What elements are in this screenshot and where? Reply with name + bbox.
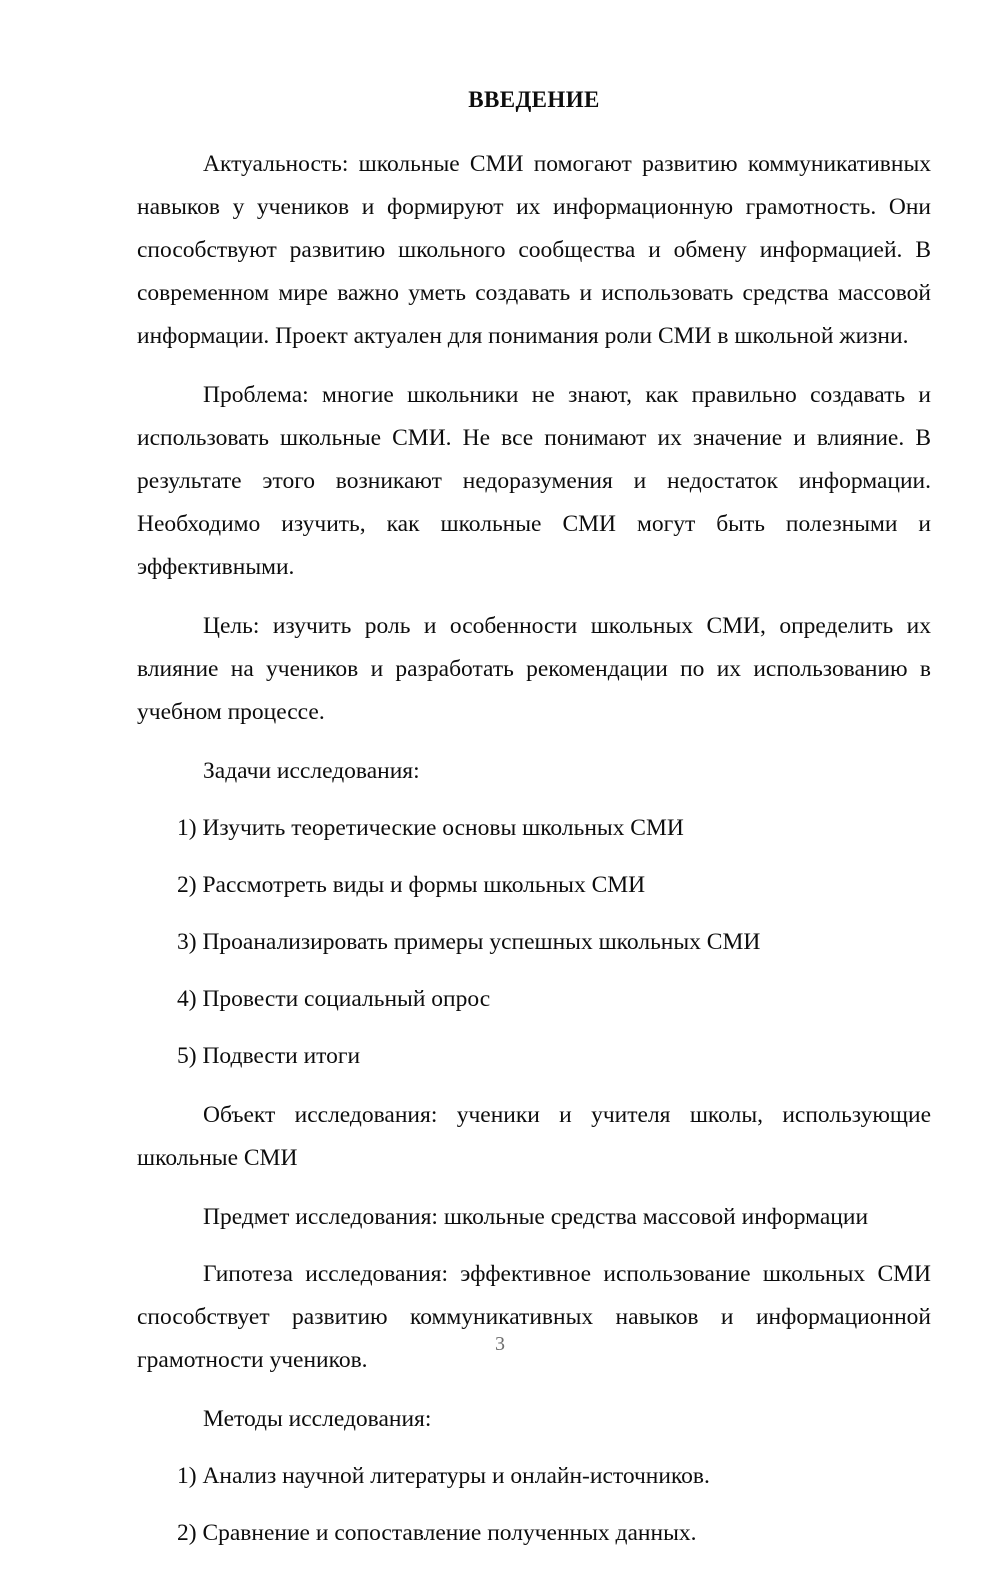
list-item: 4) Провести социальный опрос (177, 985, 491, 1012)
methods-list (137, 1455, 931, 1555)
paragraph-hypothesis: Гипотеза исследования: эффективное использование школьных СМИ способствует развитию коммуникативных навыков и информационной грамотности учеников. (137, 1260, 931, 1373)
paragraph-subject: Предмет исследования: школьные средства массовой информации (203, 1203, 869, 1230)
heading-methods: Методы исследования: (203, 1405, 432, 1432)
list-item: 1) Анализ научной литературы и онлайн-источников. (177, 1462, 710, 1489)
list-item: 2) Сравнение и сопоставление полученных данных. (177, 1519, 697, 1546)
paragraph-goal: Цель: изучить роль и особенности школьных СМИ, определить их влияние на учеников и разработать рекомендации по их использованию в учебном процессе. (137, 612, 931, 725)
list-item: 3) Проанализировать примеры успешных школьных СМИ (177, 928, 761, 955)
paragraph-problem: Проблема: многие школьники не знают, как правильно создавать и использовать школьные СМИ. Не все понимают их значение и влияние. В результате этого возникают недоразумения и недостаток информации. Необходимо изучить, как школьные СМИ могут быть полезными и эффективными. (137, 381, 931, 580)
list-item: 2) Рассмотреть виды и формы школьных СМИ (177, 871, 646, 898)
heading-tasks: Задачи исследования: (203, 757, 420, 784)
page-title: ВВЕДЕНИЕ (468, 87, 600, 112)
paragraph-object: Объект исследования: ученики и учителя школы, использующие школьные СМИ (137, 1101, 931, 1171)
tasks-list (137, 807, 931, 1078)
page-number: 3 (495, 1333, 505, 1355)
paragraph-relevance: Актуальность: школьные СМИ помогают развитию коммуникативных навыков у учеников и формируют их информационную грамотность. Они способствуют развитию школьного сообщества и обмену информацией. В современном мире важно уметь создавать и использовать средства массовой информации. Проект актуален для понимания роли СМИ в школьной жизни. (137, 150, 931, 349)
list-item: 5) Подвести итоги (177, 1042, 361, 1069)
list-item: 1) Изучить теоретические основы школьных СМИ (177, 814, 684, 841)
